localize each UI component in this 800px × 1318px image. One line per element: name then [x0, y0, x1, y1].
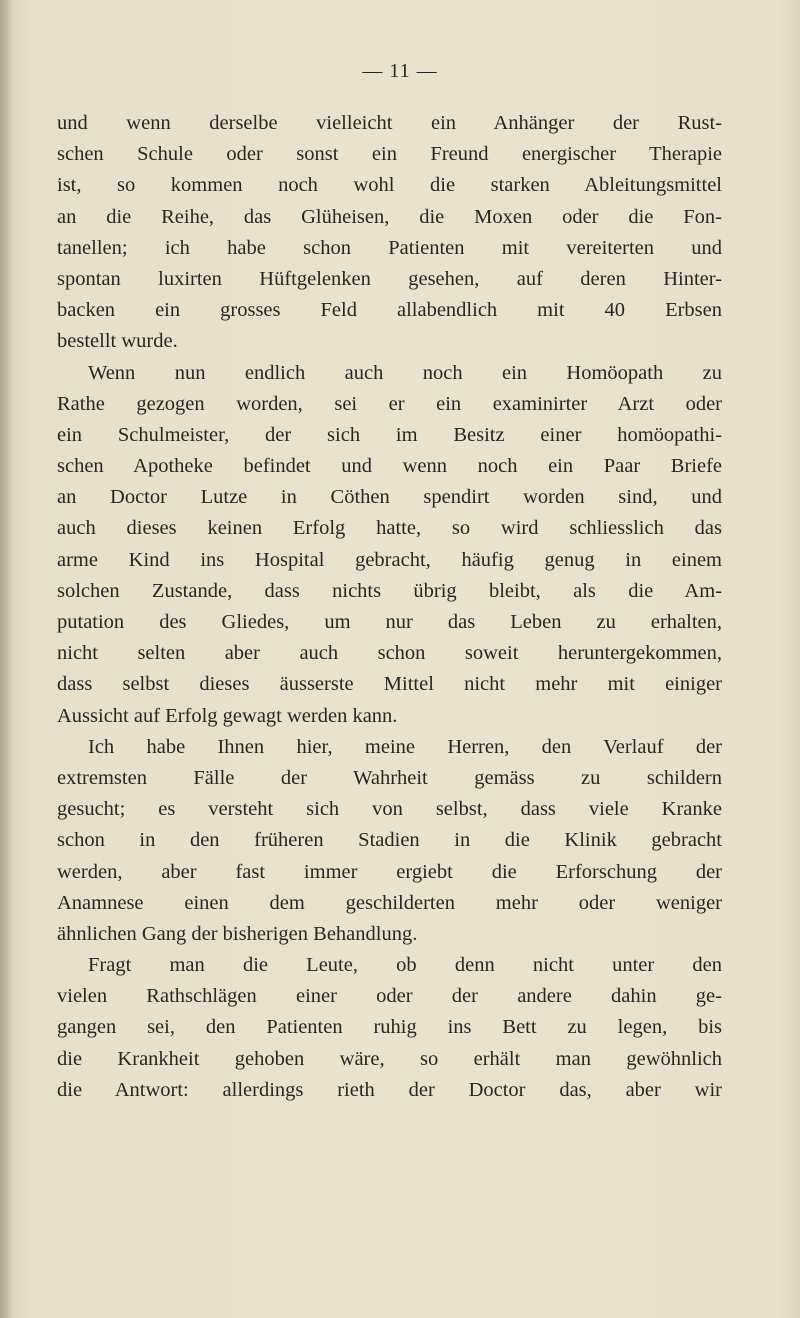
text-line: und wenn derselbe vielleicht ein Anhänger der Rust-	[57, 112, 722, 134]
text-line: spontan luxirten Hüftgelenken gesehen, auf deren Hinter-	[57, 267, 722, 290]
text-line: gangen sei, den Patienten ruhig ins Bett zu legen, bis	[57, 1016, 722, 1039]
text-line: schon in den früheren Stadien in die Klinik gebracht	[57, 829, 722, 852]
text-line: ist, so kommen noch wohl die starken Ableitungsmittel	[57, 174, 722, 197]
text-line: vielen Rathschlägen einer oder der andere dahin ge-	[57, 985, 722, 1008]
text-line: putation des Gliedes, um nur das Leben zu erhalten,	[57, 611, 722, 633]
text-line: tanellen; ich habe schon Patienten mit vereiterten und	[57, 236, 722, 259]
spine-shadow	[0, 0, 14, 1318]
text-line: an Doctor Lutze in Cöthen spendirt worden sind, und	[57, 486, 722, 509]
text-line: arme Kind ins Hospital gebracht, häufig genug in einem	[57, 548, 722, 571]
text-line: Wenn nun endlich auch noch ein Homöopath zu	[88, 361, 722, 384]
text-line: gesucht; es versteht sich von selbst, dass viele Kranke	[57, 798, 722, 821]
text-line: schen Apotheke befindet und wenn noch ein Paar Briefe	[57, 455, 722, 478]
text-line: Ich habe Ihnen hier, meine Herren, den Verlauf der	[88, 735, 722, 758]
page-number: — 11 —	[362, 60, 438, 82]
text-line: Anamnese einen dem geschilderten mehr oder weniger	[57, 891, 722, 914]
text-line: Rathe gezogen worden, sei er ein examinirter Arzt oder	[57, 392, 722, 415]
text-line: die Antwort: allerdings rieth der Doctor das, aber wir	[57, 1078, 722, 1101]
body-text	[57, 108, 722, 1106]
text-line: schen Schule oder sonst ein Freund energischer Therapie	[57, 143, 722, 166]
text-line: bestellt wurde.	[57, 330, 178, 353]
text-line: dass selbst dieses äusserste Mittel nicht mehr mit einiger	[57, 673, 722, 696]
text-line: werden, aber fast immer ergiebt die Erforschung der	[57, 860, 722, 883]
text-line: nicht selten aber auch schon soweit heruntergekommen,	[57, 642, 722, 665]
text-line: Aussicht auf Erfolg gewagt werden kann.	[57, 704, 398, 727]
text-line: solchen Zustande, dass nichts übrig bleibt, als die Am-	[57, 579, 722, 602]
text-line: auch dieses keinen Erfolg hatte, so wird schliesslich das	[57, 517, 722, 540]
text-line: Fragt man die Leute, ob denn nicht unter den	[88, 954, 722, 977]
text-line: ein Schulmeister, der sich im Besitz einer homöopathi-	[57, 423, 722, 446]
text-line: an die Reihe, das Glüheisen, die Moxen oder die Fon-	[57, 205, 722, 228]
text-line: ähnlichen Gang der bisherigen Behandlung.	[57, 922, 418, 945]
text-line: die Krankheit gehoben wäre, so erhält man gewöhnlich	[57, 1047, 722, 1070]
text-line: extremsten Fälle der Wahrheit gemäss zu schildern	[57, 766, 722, 789]
text-line: backen ein grosses Feld allabendlich mit 40 Erbsen	[57, 299, 722, 322]
